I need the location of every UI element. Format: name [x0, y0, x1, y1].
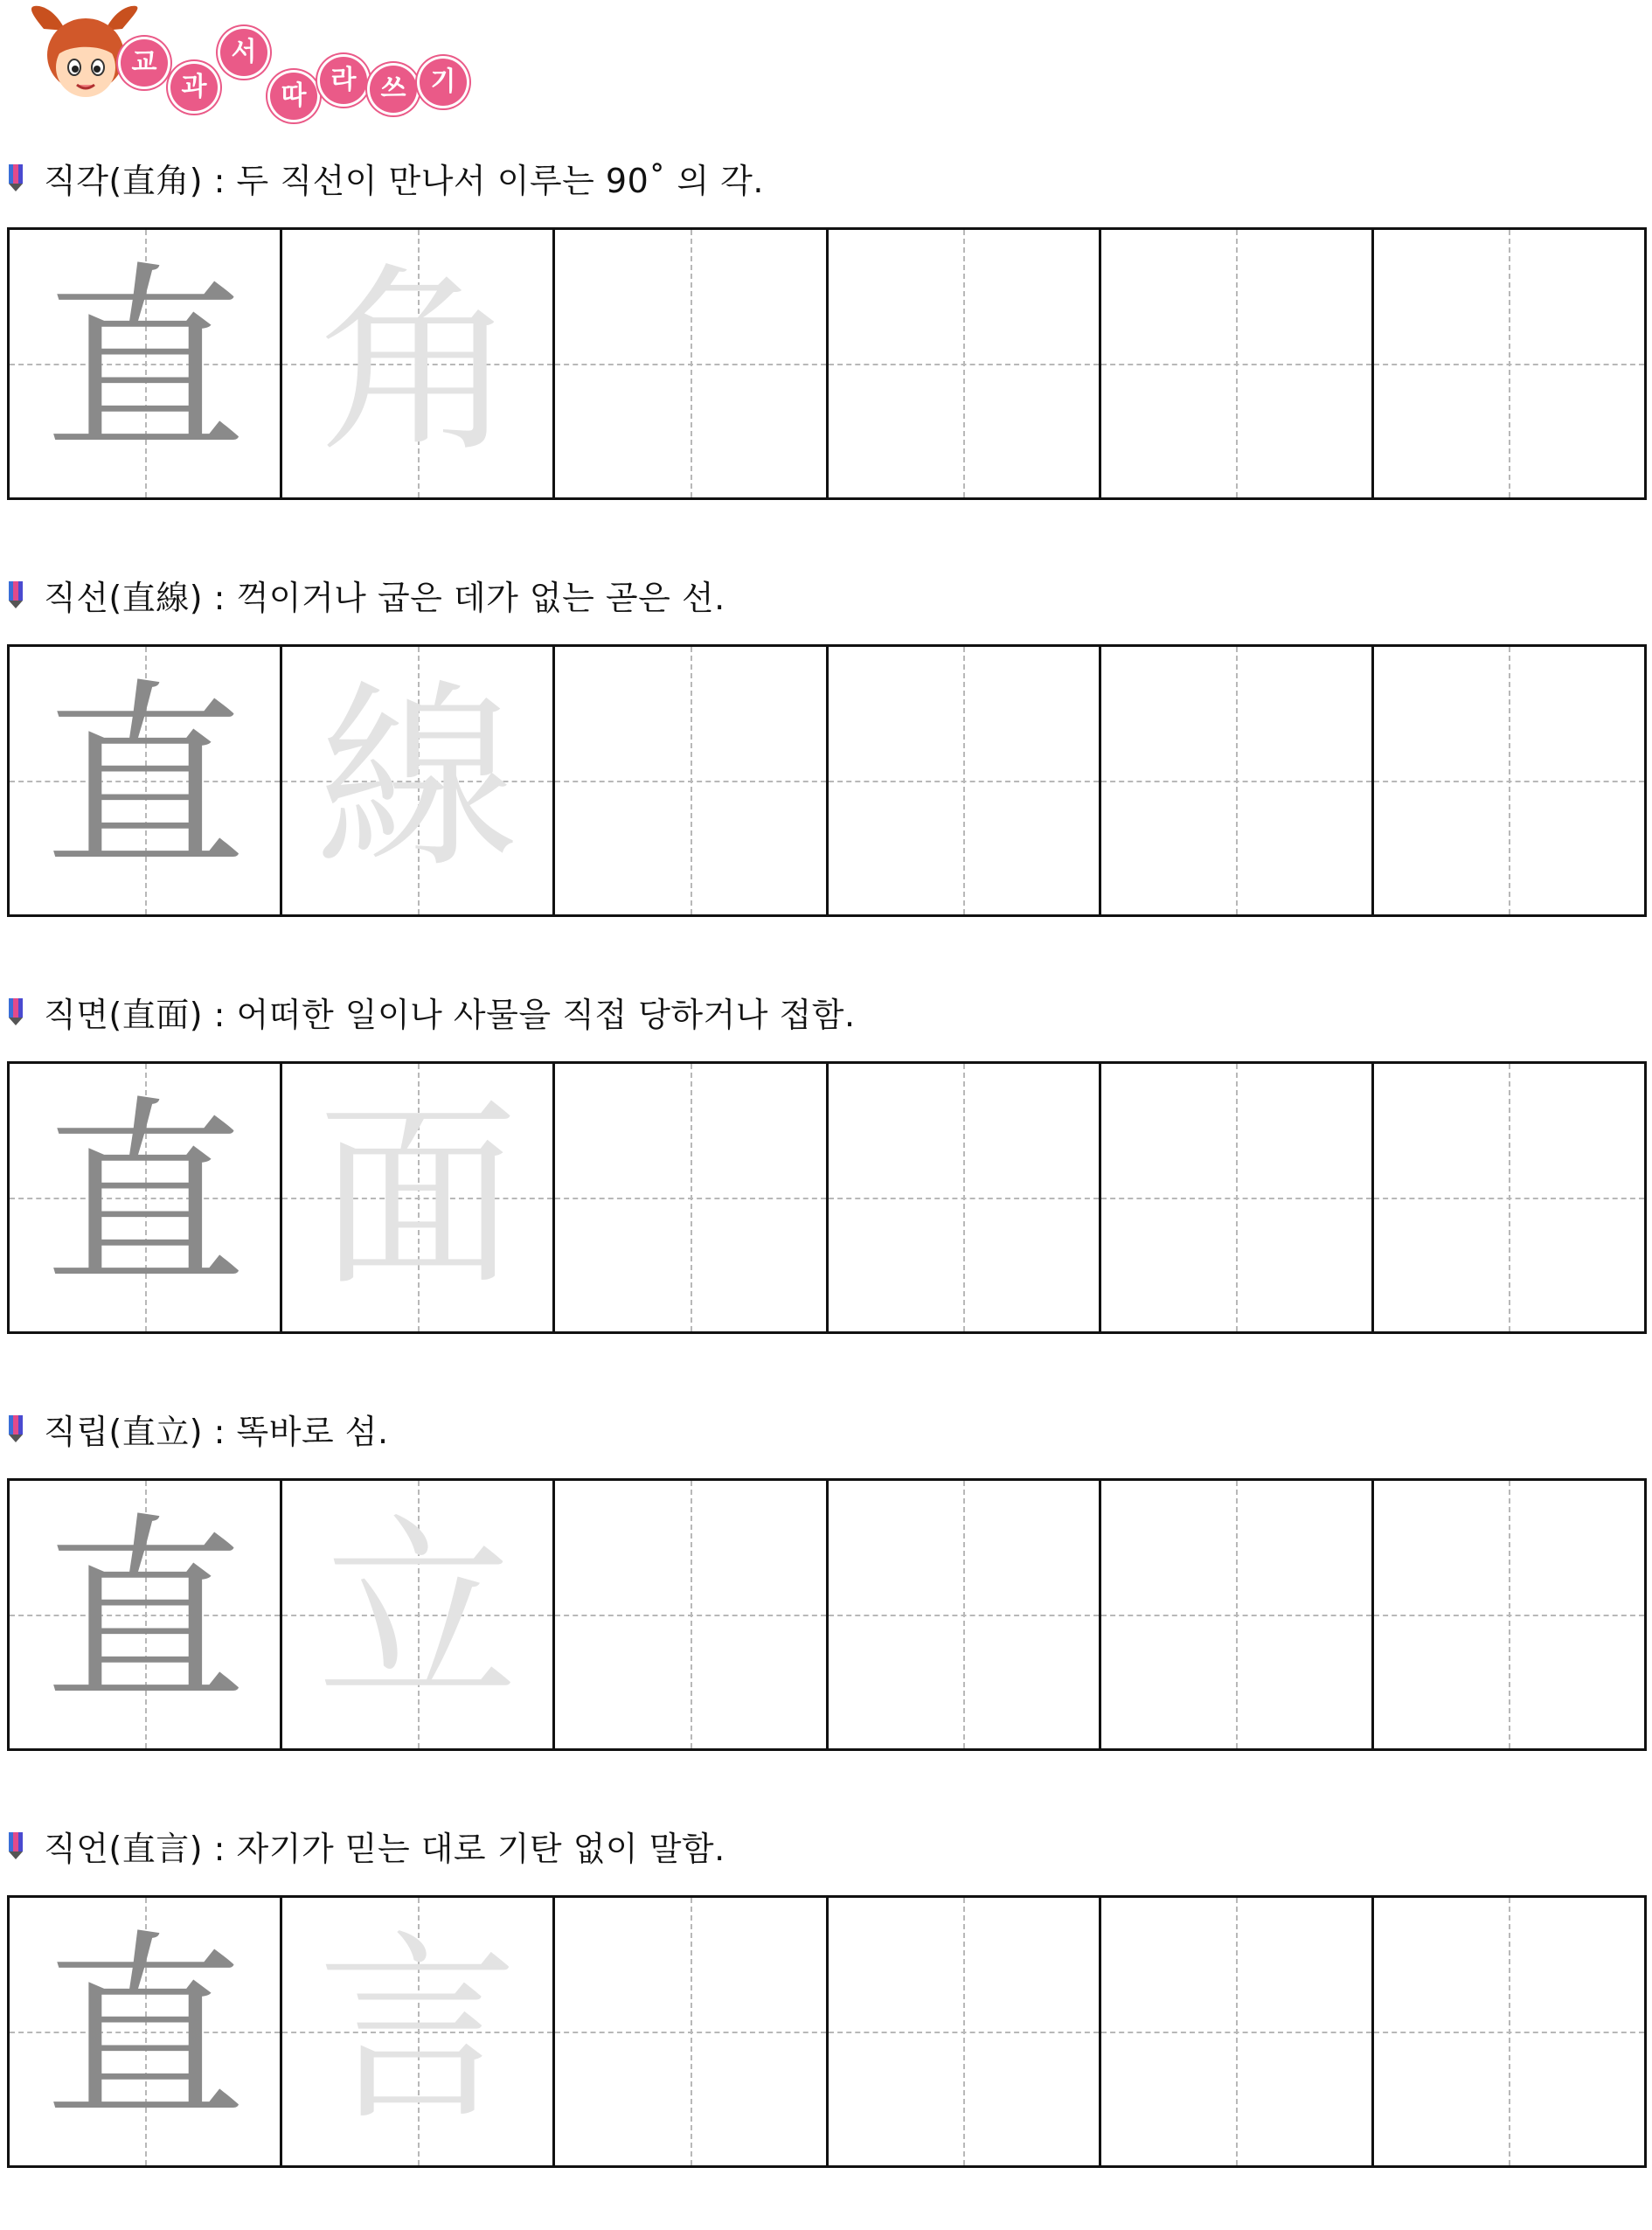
empty-writing-cell[interactable] [1374, 1481, 1644, 1748]
model-character: 直 [44, 1080, 246, 1314]
writing-grid [7, 1061, 1647, 1334]
word-section-2 [0, 564, 1652, 979]
trace-character: 立 [316, 1497, 518, 1731]
empty-writing-cell[interactable] [829, 1481, 1101, 1748]
pencil-icon [7, 1831, 24, 1860]
model-character: 直 [44, 663, 246, 897]
empty-writing-cell[interactable] [555, 1064, 828, 1331]
pencil-icon [7, 580, 24, 609]
empty-writing-cell[interactable] [829, 647, 1101, 914]
model-character: 直 [44, 1914, 246, 2148]
model-character: 直 [44, 1497, 246, 1731]
pencil-icon [7, 997, 24, 1026]
writing-grid [7, 1478, 1647, 1751]
writing-grid [7, 644, 1647, 917]
empty-writing-cell[interactable] [555, 230, 828, 497]
empty-writing-cell[interactable] [555, 1898, 828, 2165]
pencil-icon [7, 163, 24, 192]
word-definition: 직언(直言) : 자기가 믿는 대로 기탄 없이 말함. [44, 1830, 725, 1868]
logo-letter: 쓰 [370, 66, 417, 113]
empty-writing-cell[interactable] [1374, 1898, 1644, 2165]
empty-writing-cell[interactable] [829, 1898, 1101, 2165]
model-character: 直 [44, 247, 246, 480]
empty-writing-cell[interactable] [1101, 1481, 1374, 1748]
empty-writing-cell[interactable] [1101, 647, 1374, 914]
logo-letter: 교 [121, 39, 168, 87]
writing-cell [10, 1481, 282, 1748]
word-definition: 직립(直立) : 똑바로 섬. [44, 1413, 389, 1451]
empty-writing-cell[interactable] [555, 1481, 828, 1748]
writing-cell [282, 1898, 555, 2165]
word-definition: 직선(直線) : 꺽이거나 굽은 데가 없는 곧은 선. [44, 579, 725, 617]
word-section-1 [0, 147, 1652, 562]
header-logo [26, 4, 481, 118]
writing-cell [282, 1064, 555, 1331]
logo-letter: 라 [320, 57, 367, 104]
writing-cell [282, 647, 555, 914]
word-section-4 [0, 1398, 1652, 1813]
word-section-5 [0, 1815, 1652, 2230]
writing-cell [10, 230, 282, 497]
logo-letter: 서 [220, 29, 267, 76]
word-section-3 [0, 981, 1652, 1396]
trace-character: 線 [316, 663, 518, 897]
logo-letter: 과 [170, 64, 218, 111]
writing-cell [10, 1898, 282, 2165]
writing-cell [10, 1064, 282, 1331]
trace-character: 面 [316, 1080, 518, 1314]
empty-writing-cell[interactable] [829, 1064, 1101, 1331]
empty-writing-cell[interactable] [1374, 647, 1644, 914]
empty-writing-cell[interactable] [1101, 230, 1374, 497]
pencil-icon [7, 1414, 24, 1443]
empty-writing-cell[interactable] [829, 230, 1101, 497]
writing-grid [7, 227, 1647, 500]
empty-writing-cell[interactable] [1374, 1064, 1644, 1331]
empty-writing-cell[interactable] [555, 647, 828, 914]
logo-letter: 기 [420, 59, 467, 106]
trace-character: 言 [316, 1914, 518, 2148]
writing-cell [10, 647, 282, 914]
word-definition: 직면(直面) : 어떠한 일이나 사물을 직접 당하거나 접함. [44, 996, 856, 1034]
writing-cell [282, 1481, 555, 1748]
trace-character: 角 [316, 247, 518, 480]
empty-writing-cell[interactable] [1374, 230, 1644, 497]
empty-writing-cell[interactable] [1101, 1064, 1374, 1331]
writing-grid [7, 1895, 1647, 2168]
logo-letter: 따 [270, 73, 317, 120]
empty-writing-cell[interactable] [1101, 1898, 1374, 2165]
word-definition: 직각(直角) : 두 직선이 만나서 이루는 90˚ 의 각. [44, 162, 764, 200]
writing-cell [282, 230, 555, 497]
